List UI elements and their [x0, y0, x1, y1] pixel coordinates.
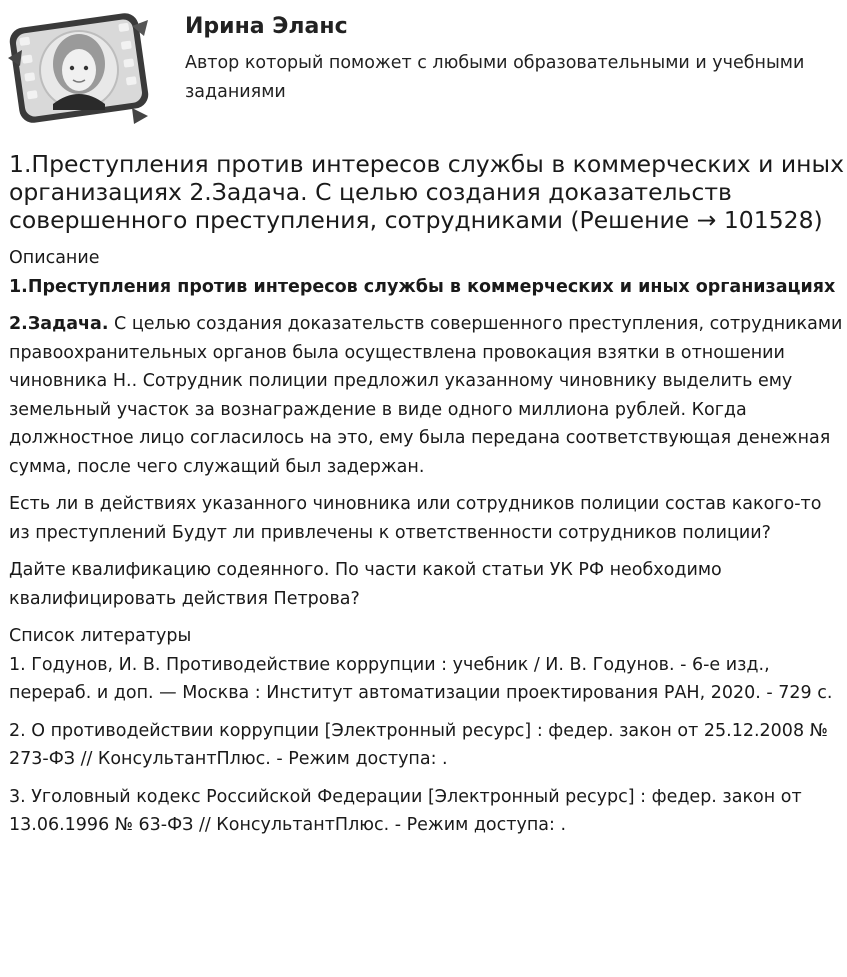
author-card [0, 0, 847, 135]
task-text: С целью создания доказательств совершенного преступления, сотрудниками правоохранительных органов была осуществлена провокация взятки в отношении чиновника Н.. Сотрудник полиции предложил указанному чиновнику выделить ему земельный участок за вознаграждение в виде одного миллиона рублей. Когда должностное лицо согласилось на это, ему была передана соответствующая денежная сумма, после чего служащий был задержан. [9, 314, 843, 477]
task-paragraph [9, 310, 844, 481]
author-avatar[interactable] [6, 6, 152, 130]
author-description: Автор который поможет с любыми образовательными и учебными заданиями [185, 53, 805, 102]
description-label: Описание [9, 248, 100, 268]
task-label: 2.Задача. [9, 314, 109, 334]
page-title: 1.Преступления против интересов службы в коммерческих и иных организациях 2.Задача. С целью создания доказательств совершенного преступления, сотрудниками (Решение → 101528) [9, 150, 844, 234]
description-heading: 1.Преступления против интересов службы в коммерческих и иных организациях [9, 276, 836, 297]
question-paragraph-1: Есть ли в действиях указанного чиновника или сотрудников полиции состав какого-то из преступлений Будут ли привлечены к ответственности сотрудников полиции? [9, 494, 822, 543]
literature-item: 1. Годунов, И. В. Противодействие коррупции : учебник / И. В. Годунов. - 6-е изд., перераб. и доп. — Москва : Институт автоматизации проектирования РАН, 2020. - 729 с. [9, 654, 833, 703]
literature-item: 3. Уголовный кодекс Российской Федерации [Электронный ресурс] : федер. закон от 13.06.1996 № 63-ФЗ // КонсультантПлюс. - Режим доступа: . [9, 786, 802, 835]
literature-item: 2. О противодействии коррупции [Электронный ресурс] : федер. закон от 25.12.2008 № 273-ФЗ // КонсультантПлюс. - Режим доступа: . [9, 720, 828, 769]
literature-label: Список литературы [9, 626, 192, 646]
avatar-photo-filmstrip-icon [6, 6, 152, 130]
question-paragraph-2: Дайте квалификацию содеянного. По части какой статьи УК РФ необходимо квалифицировать действия Петрова? [9, 560, 722, 609]
document-body [9, 244, 844, 840]
author-name[interactable]: Ирина Эланс [185, 14, 348, 39]
